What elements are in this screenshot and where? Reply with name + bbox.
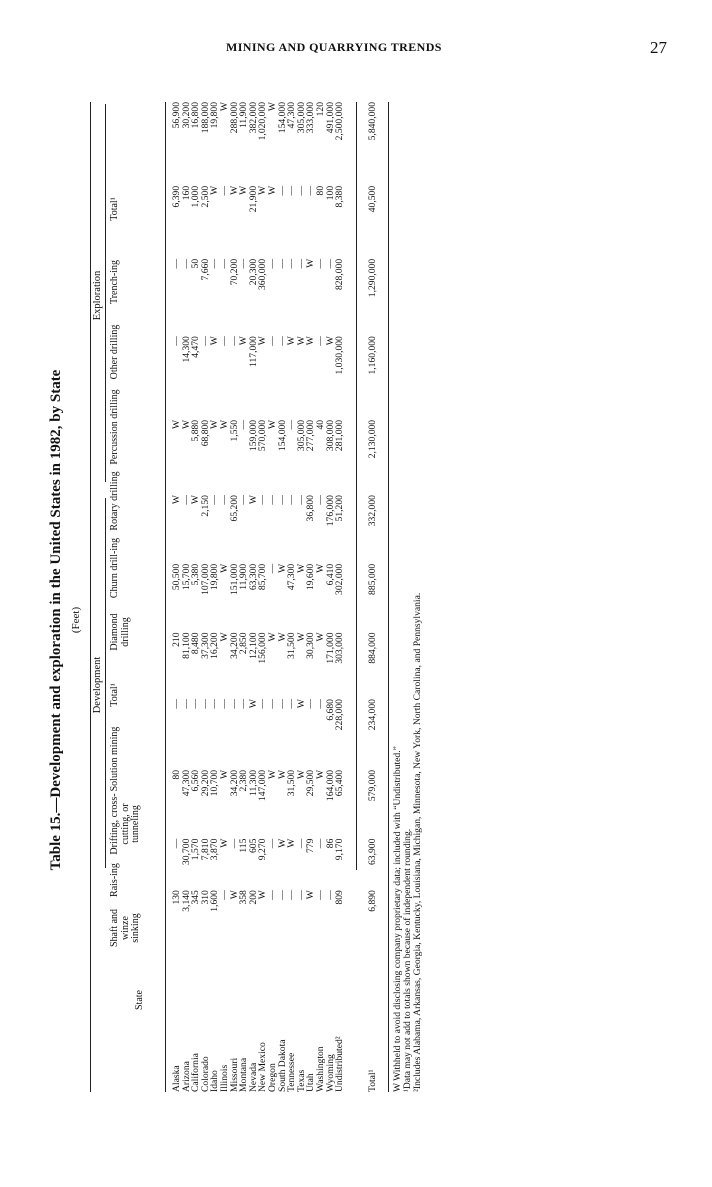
value-cell: 6,410 [324,563,336,586]
value-cell: 1,000 [190,185,202,208]
total-label: Total¹ [366,1069,378,1092]
value-cell: W [218,838,230,848]
value-cell: — [314,336,326,346]
table-unit: (Feet) [70,606,82,634]
state-name-cell: Oregon [266,1063,278,1092]
value-cell: — [171,699,182,709]
state-name-cell: South Dakota [276,1039,288,1092]
value-cell: W [276,563,288,573]
column-header-8: Rotary drilling [109,471,120,531]
column-header-3: Drifting, cross-cutting, or tunneling [109,793,141,855]
table-row [210,102,220,1092]
value-cell: 188,000 [199,102,211,134]
value-cell: 107,000 [199,563,211,595]
value-cell: W [238,185,250,195]
value-cell: — [266,699,278,709]
total-value-cell: 332,000 [366,495,378,527]
value-cell: — [305,699,317,709]
total-row-table [366,102,378,1092]
value-cell: 40 [314,419,326,430]
state-column-header: State [134,990,145,1010]
value-cell: 305,000 [295,419,307,452]
value-cell: 117,000 [247,336,259,367]
value-cell: W [295,769,307,779]
column-header-2: Rais-ing [109,863,120,897]
table-row [268,102,278,1092]
value-cell: 6,560 [190,769,202,792]
value-cell: — [180,699,192,709]
value-cell: 34,200 [228,769,240,797]
value-cell: 16,800 [190,102,202,129]
value-cell: — [228,336,240,346]
running-head [0,38,712,58]
value-cell: 85,700 [257,563,269,591]
column-header-4: Solution mining [109,726,120,792]
value-cell: 147,000 [257,769,269,802]
value-cell: 1,600 [209,890,221,912]
value-cell: 100 [324,185,336,201]
value-cell: — [228,838,240,849]
value-cell: 19,800 [209,563,221,591]
state-name-cell: Washington [314,1046,326,1092]
value-cell: 3,140 [180,890,192,912]
table-row [201,102,211,1092]
state-name-cell: Illinois [218,1064,230,1092]
value-cell: 345 [190,890,202,905]
column-header-5: Total¹ [109,683,120,707]
table-row [182,102,192,1092]
value-cell: 828,000 [334,258,346,291]
value-cell: — [266,563,278,574]
value-cell: — [209,495,221,505]
total-row [366,102,378,1092]
value-cell: 2,850 [238,632,250,655]
page-number: 27 [650,38,667,57]
value-cell: — [286,699,298,709]
data-table [172,102,345,1092]
value-cell: 358 [238,890,250,905]
table-row [326,102,336,1092]
value-cell: 200 [247,890,259,905]
value-cell: 164,000 [324,769,336,802]
value-cell: 5,880 [190,419,202,442]
value-cell: — [286,495,298,505]
value-cell: 176,000 [324,495,336,527]
value-cell: 151,000 [228,563,240,595]
value-cell: 5,380 [190,563,202,586]
value-cell: 11,900 [238,102,250,129]
table-bottom-rule [388,102,389,1092]
value-cell: 154,000 [276,419,288,452]
value-cell: W [314,563,326,573]
total-value-cell: 1,290,000 [366,258,378,298]
value-cell: 308,000 [324,419,336,452]
value-cell: 7,660 [199,258,211,281]
value-cell: W [257,336,269,346]
value-cell: 7,810 [199,838,211,861]
exploration-rule [105,104,106,482]
table-row [230,102,240,1092]
column-header-6: Diamond drilling [109,613,131,651]
value-cell: — [295,838,307,849]
total-value-cell: 40,500 [366,185,378,213]
value-cell: — [171,258,182,269]
value-cell: — [276,495,288,505]
value-cell: — [199,336,211,346]
table-row [278,102,288,1092]
state-name-cell: Missouri [228,1057,240,1092]
value-cell: — [324,258,336,269]
state-name-cell: Arizona [180,1061,192,1092]
value-cell: W [218,102,230,112]
total-value-cell: 234,000 [366,699,378,731]
value-cell: W [247,699,259,709]
value-cell: 31,500 [286,769,298,797]
value-cell: — [257,699,269,709]
value-cell: W [314,769,326,779]
value-cell: W [286,838,298,848]
value-cell: W [209,185,221,195]
value-cell: 2,500 [199,185,211,208]
value-cell: 1,030,000 [334,336,346,375]
value-cell: 360,000 [257,258,269,291]
value-cell: — [228,699,240,709]
state-name-cell: Wyoming [324,1054,336,1092]
value-cell: — [266,258,278,269]
value-cell: 47,300 [286,102,298,129]
value-cell: W [218,563,230,573]
value-cell: 81,100 [180,632,192,659]
value-cell: 305,000 [295,102,307,134]
table-row [335,102,345,1092]
value-cell: — [218,890,230,900]
group-header-development: Development [92,656,103,714]
table-row [297,102,307,1092]
state-name-cell: Undistributed² [334,1036,346,1092]
value-cell: 36,800 [305,495,317,522]
value-cell: — [314,838,326,849]
value-cell: W [324,336,336,346]
value-cell: — [209,258,221,269]
total-value-cell: 2,130,000 [366,419,378,459]
value-cell: W [305,258,317,268]
value-cell: — [238,419,250,430]
value-cell: — [238,495,250,505]
value-cell: — [276,699,288,709]
value-cell: 34,200 [228,632,240,659]
total-value-cell: 884,000 [366,632,378,664]
value-cell: 20,300 [247,258,259,286]
value-cell: — [314,699,326,709]
value-cell: 11,900 [238,563,250,590]
value-cell: 31,500 [286,632,298,659]
value-cell: W [295,336,307,346]
value-cell: W [247,495,259,505]
value-cell: 50 [190,258,202,269]
total-value-cell: 579,000 [366,769,378,802]
value-cell: W [286,336,298,346]
value-cell: 9,170 [334,838,346,861]
value-cell: W [228,890,240,900]
value-cell: — [305,185,317,196]
value-cell: 30,200 [180,102,192,129]
value-cell: W [305,336,317,346]
value-cell: W [209,419,221,429]
value-cell: — [257,495,269,505]
rotated-table-area [48,60,698,1120]
value-cell: 491,000 [324,102,336,134]
column-header-9: Percussion drilling [109,389,120,465]
value-cell: — [276,258,288,269]
value-cell: 302,000 [334,563,346,595]
table-top-rule [90,102,91,1092]
footnote-1: ¹Data may not add to totals shown because of independent rounding. [402,828,413,1092]
value-cell: W [228,185,240,195]
value-cell: 63,300 [247,563,259,591]
column-header-10: Other drilling [109,324,120,380]
value-cell: 159,000 [247,419,259,452]
value-cell: W [276,632,288,642]
total-value-cell: 885,000 [366,563,378,595]
value-cell: W [218,632,230,642]
value-cell: W [266,102,278,112]
table-row [287,102,297,1092]
value-cell: W [295,632,307,642]
value-cell: — [218,336,230,346]
state-name-cell: Tennessee [286,1052,298,1092]
value-cell: W [190,495,202,505]
value-cell: W [295,699,307,709]
value-cell: 310 [199,890,211,905]
value-cell: 10,700 [209,769,221,797]
value-cell: — [276,336,288,346]
value-cell: W [171,495,182,505]
table-row [220,102,230,1092]
table-row [306,102,316,1092]
table-row [191,102,201,1092]
value-cell: — [218,699,230,709]
value-cell: — [180,258,192,269]
table-row [316,102,326,1092]
total-value-cell: 5,840,000 [366,102,378,141]
value-cell: — [286,185,298,196]
state-name-cell: Alaska [171,1065,182,1092]
value-cell: — [190,699,202,709]
value-cell: 277,000 [305,419,317,452]
value-cell: 288,000 [228,102,240,134]
value-cell: 80 [171,769,182,780]
column-header-7: Churn drill-ing [109,537,120,599]
value-cell: 14,300 [180,336,192,363]
value-cell: 50,500 [171,563,182,591]
value-cell: — [286,419,298,430]
value-cell: 382,000 [247,102,259,134]
value-cell: — [324,890,336,900]
state-name-cell: Utah [305,1073,317,1092]
value-cell: 156,000 [257,632,269,664]
column-header-12: Total¹ [109,197,120,221]
group-header-exploration: Exploration [92,270,103,321]
value-cell: W [238,336,250,346]
value-cell: 3,870 [209,838,221,861]
value-cell: 154,000 [276,102,288,134]
value-cell: 56,900 [171,102,182,129]
value-cell: W [266,632,278,642]
value-cell: 2,150 [199,495,211,517]
value-cell: — [295,890,307,900]
value-cell: W [314,632,326,642]
value-cell: — [180,495,192,505]
value-cell: — [286,258,298,269]
value-cell: — [276,185,288,196]
value-cell: — [266,890,278,900]
value-cell: W [218,419,230,429]
value-cell: 120 [314,102,326,117]
value-cell: 30,700 [180,838,192,866]
value-cell: 171,000 [324,632,336,664]
column-header-1: Shaft and winze sinking [109,908,141,948]
state-name-cell: Colorado [199,1056,211,1092]
column-header-11: Trench-ing [109,259,120,305]
value-cell: W [180,419,192,429]
value-cell: — [266,838,278,849]
value-cell: — [171,336,182,346]
state-name-cell: Montana [238,1057,250,1092]
value-cell: 1,550 [228,419,240,442]
value-cell: 8,380 [334,185,346,208]
value-cell: — [314,495,326,505]
value-cell: 333,000 [305,102,317,134]
table-row [172,102,182,1092]
value-cell: — [314,258,326,269]
value-cell: — [209,699,221,709]
value-cell: 9,270 [257,838,269,861]
value-cell: 70,200 [228,258,240,286]
value-cell: 303,000 [334,632,346,664]
value-cell: 19,600 [305,563,317,591]
value-cell: 779 [305,838,317,854]
table-row [258,102,268,1092]
value-cell: 19,800 [209,102,221,129]
footnote-w: W Withheld to avoid disclosing company proprietary data; included with “Undistributed.” [392,746,403,1092]
value-cell: 29,200 [199,769,211,797]
value-cell: 21,900 [247,185,259,213]
value-cell: 6,390 [171,185,182,208]
value-cell: 115 [238,838,250,853]
value-cell: — [218,185,230,196]
value-cell: 605 [247,838,259,854]
value-cell: 281,000 [334,419,346,452]
value-cell: — [218,495,230,505]
value-cell: W [266,769,278,779]
value-cell: 16,200 [209,632,221,659]
state-name-cell: Nevada [247,1062,259,1092]
table-title: Table 15.—Development and exploration in the United States in 1982, by State [48,369,64,871]
value-cell: 2,500,000 [334,102,346,141]
running-head-title: MINING AND QUARRYING TRENDS [226,40,442,54]
value-cell: — [276,890,288,900]
value-cell: W [218,769,230,779]
value-cell: — [295,258,307,269]
value-cell: — [295,185,307,196]
total-rule [356,102,357,870]
value-cell: 228,000 [334,699,346,731]
value-cell: 570,000 [257,419,269,452]
value-cell: 47,300 [286,563,298,591]
table-row [249,102,259,1092]
value-cell: 6,680 [324,699,336,721]
footnote-2: ²Includes Alabama, Arkansas, Georgia, Kentucky, Louisiana, Michigan, Minnesota, New York, North Carolina, and Pennsylvania. [412,592,423,1092]
value-cell: 8,480 [190,632,202,655]
value-cell: 86 [324,838,336,849]
value-cell: — [218,258,230,269]
value-cell: 1,570 [190,838,202,861]
state-name-cell: New Mexico [257,1042,269,1092]
value-cell: W [276,769,288,779]
value-cell: 1,020,000 [257,102,269,141]
value-cell: — [238,699,250,709]
total-value-cell: 1,160,000 [366,336,378,375]
value-cell: — [314,890,326,900]
value-cell: 11,300 [247,769,259,796]
value-cell: 160 [180,185,192,201]
value-cell: 15,700 [180,563,192,591]
state-name-cell: Texas [295,1069,307,1092]
value-cell: 47,300 [180,769,192,797]
state-name-cell: California [190,1053,202,1092]
value-cell: 12,100 [247,632,259,659]
value-cell: 37,300 [199,632,211,659]
value-cell: 809 [334,890,346,905]
value-cell: W [276,838,288,848]
value-cell: 51,200 [334,495,346,522]
value-cell: 65,400 [334,769,346,797]
header-bottom-rule [165,102,166,1092]
value-cell: — [286,890,298,900]
value-cell: W [266,185,278,195]
value-cell: W [266,419,278,429]
value-cell: — [295,495,307,505]
value-cell: W [209,336,221,346]
state-name-cell: Idaho [209,1070,221,1092]
value-cell: — [266,495,278,505]
development-rule [105,498,106,868]
value-cell: W [257,890,269,900]
table-row [239,102,249,1092]
total-value-cell: 6,890 [366,890,378,912]
value-cell: — [171,838,182,849]
value-cell: 80 [314,185,326,196]
value-cell: — [238,258,250,269]
value-cell: W [305,890,317,900]
value-cell: 65,200 [228,495,240,522]
value-cell: — [266,336,278,346]
value-cell: W [295,563,307,573]
value-cell: 210 [171,632,182,647]
value-cell: — [199,699,211,709]
value-cell: W [171,419,182,429]
value-cell: 4,470 [190,336,202,358]
value-cell: 30,300 [305,632,317,659]
value-cell: W [257,185,269,195]
value-cell: 2,380 [238,769,250,792]
value-cell: 29,500 [305,769,317,797]
value-cell: 68,800 [199,419,211,447]
total-value-cell: 63,900 [366,838,378,866]
value-cell: 130 [171,890,182,905]
